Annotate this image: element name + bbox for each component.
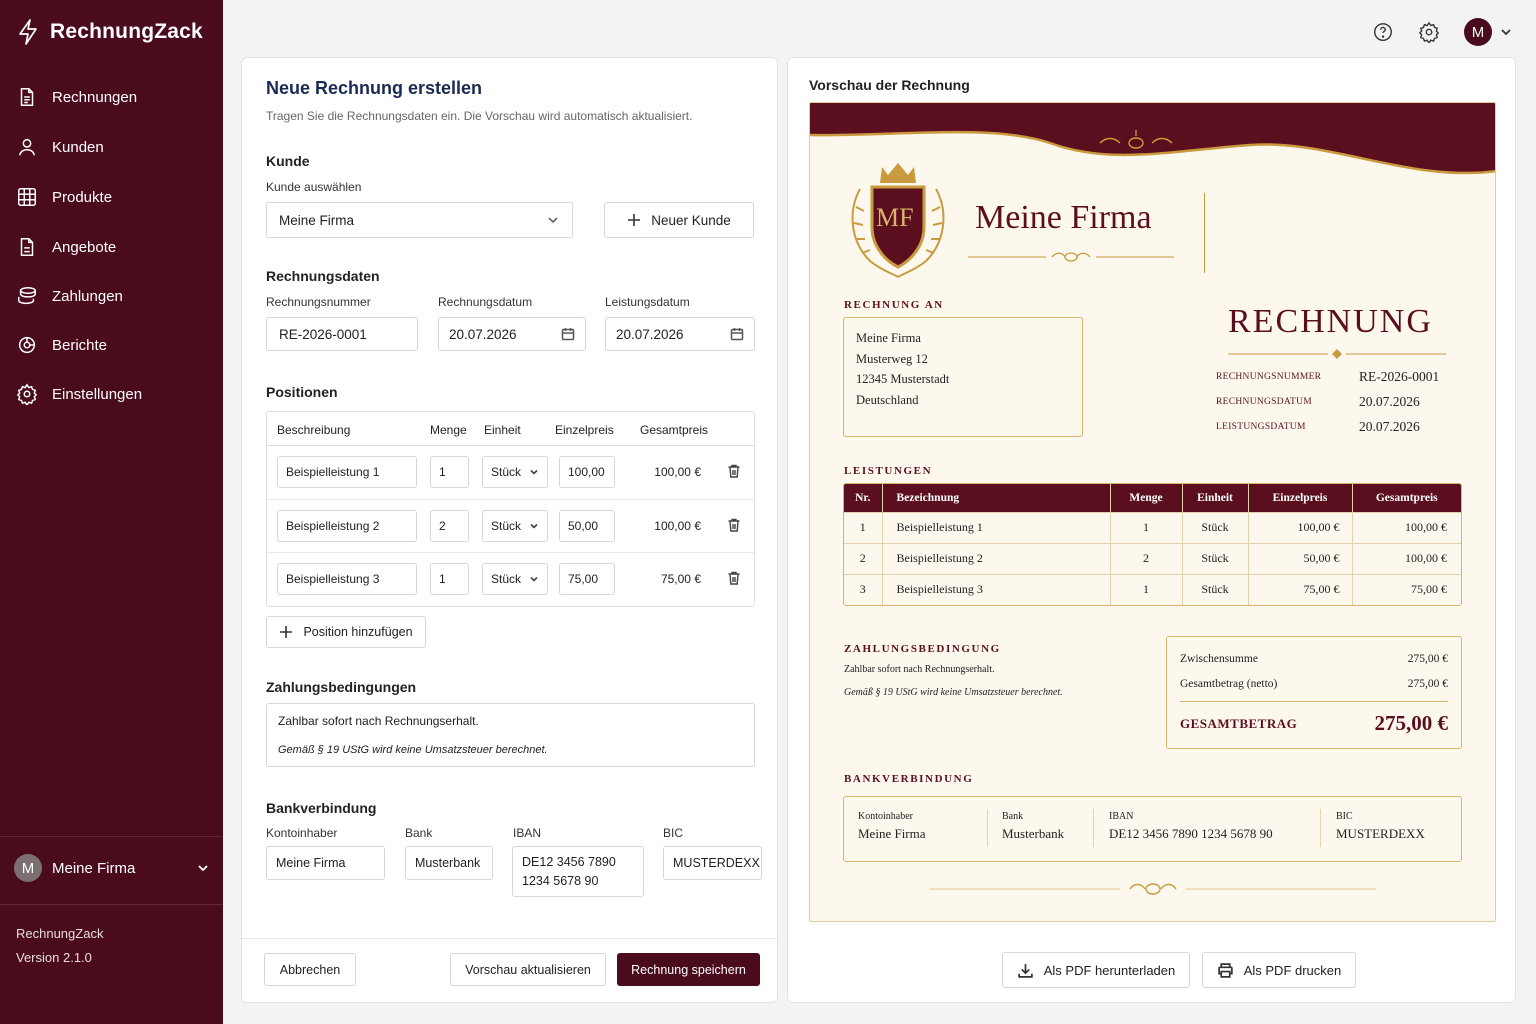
meta-value: 20.07.2026	[1359, 394, 1420, 409]
nav-label: Zahlungen	[52, 287, 123, 305]
service-date-label: Leistungsdatum	[605, 295, 690, 309]
payment-line: Zahlbar sofort nach Rechnungserhalt.	[278, 714, 479, 728]
cell-quantity: 1	[1110, 574, 1182, 605]
invoice-date-value: 20.07.2026	[449, 326, 517, 342]
calendar-icon[interactable]	[561, 327, 575, 341]
section-invoice-data: Rechnungsdaten	[266, 268, 380, 284]
trash-icon[interactable]	[726, 463, 742, 479]
col-header: Gesamtpreis	[1352, 484, 1461, 512]
subtotal-label: Zwischensumme	[1180, 653, 1258, 665]
nav-label: Angebote	[52, 238, 117, 256]
invoice-firm-name: Meine Firma	[975, 199, 1152, 236]
nav-item-kunden[interactable]	[16, 131, 206, 163]
nav-label: Rechnungen	[52, 88, 138, 106]
app-name: RechnungZack	[50, 20, 203, 43]
bank-value: MUSTERDEXX	[1336, 826, 1425, 841]
chevron-down-icon	[529, 467, 539, 477]
flourish-ornament	[930, 879, 1376, 899]
holder-input[interactable]: Meine Firma	[266, 846, 385, 880]
top-toolbar	[1372, 18, 1512, 46]
col-header: Menge	[1110, 484, 1182, 512]
trash-icon[interactable]	[726, 517, 742, 533]
unit-select[interactable]	[482, 456, 548, 488]
bill-to-label: RECHNUNG AN	[844, 299, 944, 311]
bank-col	[1336, 811, 1425, 842]
service-date-value: 20.07.2026	[616, 326, 684, 342]
form-subtitle: Tragen Sie die Rechnungsdaten ein. Die Vorschau wird automatisch aktualisiert.	[266, 109, 693, 123]
download-icon	[1017, 962, 1034, 979]
user-icon	[16, 136, 38, 158]
save-invoice-button[interactable]: Rechnung speichern	[617, 953, 760, 986]
cell-total: 100,00 €	[1352, 512, 1461, 543]
chevron-down-icon	[529, 574, 539, 584]
refresh-preview-button[interactable]: Vorschau aktualisieren	[450, 953, 606, 986]
bank-col	[858, 811, 926, 842]
box-icon	[16, 186, 38, 208]
address-line: Deutschland	[856, 392, 919, 407]
trash-icon[interactable]	[726, 570, 742, 586]
cell-unit: Stück	[1182, 543, 1248, 574]
cell-total: 100,00 €	[1352, 543, 1461, 574]
cell-price: 75,00 €	[1248, 574, 1352, 605]
calendar-icon[interactable]	[730, 327, 744, 341]
col-header: Bezeichnung	[882, 484, 1110, 512]
section-customer: Kunde	[266, 153, 310, 169]
description-input[interactable]: Beispielleistung 3	[277, 563, 417, 595]
bank-key: Kontoinhaber	[858, 811, 913, 822]
download-pdf-label: Als PDF herunterladen	[1043, 962, 1176, 978]
flourish-ornament	[1228, 347, 1446, 361]
row-total: 100,00 €	[654, 519, 701, 533]
divider	[987, 809, 988, 847]
subtotal-row	[1180, 653, 1448, 665]
add-position-label: Position hinzufügen	[303, 625, 413, 639]
lightning-icon	[16, 18, 40, 46]
quantity-input[interactable]: 1	[430, 563, 469, 595]
chart-icon	[16, 334, 38, 356]
iban-label: IBAN	[513, 826, 542, 840]
divider	[0, 836, 223, 837]
cell-quantity: 1	[1110, 512, 1182, 543]
cell-nr: 3	[844, 574, 882, 605]
invoice-paper	[809, 102, 1496, 922]
nav-label: Einstellungen	[52, 385, 143, 403]
customer-label: Kunde auswählen	[266, 180, 362, 194]
new-customer-button[interactable]	[604, 202, 754, 238]
cell-quantity: 2	[1110, 543, 1182, 574]
price-input[interactable]: 50,00	[559, 510, 615, 542]
service-date-input[interactable]	[605, 317, 755, 351]
cell-price: 50,00 €	[1248, 543, 1352, 574]
holder-label: Kontoinhaber	[266, 826, 338, 840]
brand[interactable]	[16, 18, 203, 46]
grand-total-value: 275,00 €	[1374, 711, 1448, 735]
gear-icon	[16, 383, 38, 405]
row-total: 100,00 €	[654, 465, 701, 479]
address-line: Musterweg 12	[856, 351, 928, 366]
footer-app-name: RechnungZack	[16, 926, 104, 941]
document-icon	[16, 236, 38, 258]
row-total: 75,00 €	[660, 572, 701, 586]
file-text-icon	[16, 86, 38, 108]
table-row	[844, 574, 1461, 605]
totals-box	[1166, 636, 1462, 749]
customer-select[interactable]	[266, 202, 573, 238]
meta-value: RE-2026-0001	[1359, 369, 1440, 384]
description-input[interactable]: Beispielleistung 2	[277, 510, 417, 542]
form-title: Neue Rechnung erstellen	[266, 78, 483, 98]
nav-item-angebote[interactable]	[16, 231, 206, 263]
print-pdf-label: Als PDF drucken	[1243, 962, 1342, 978]
divider	[242, 938, 777, 939]
help-icon[interactable]	[1372, 21, 1394, 43]
unit-value: Stück	[491, 519, 522, 533]
divider	[1204, 193, 1205, 273]
price-input[interactable]: 100,00	[559, 456, 615, 488]
nav-label: Produkte	[52, 188, 113, 206]
iban-line: DE12 3456 7890	[522, 854, 616, 869]
bic-label: BIC	[663, 826, 684, 840]
payment-terms-textarea[interactable]	[266, 703, 755, 767]
bank-key: Bank	[1002, 811, 1024, 822]
quantity-input[interactable]: 1	[430, 456, 469, 488]
section-bank: Bankverbindung	[266, 800, 377, 816]
download-pdf-button[interactable]	[1002, 952, 1190, 988]
unit-select[interactable]	[482, 563, 548, 595]
table-row	[267, 552, 754, 605]
customer-select-value: Meine Firma	[279, 212, 355, 228]
table-row	[267, 446, 754, 499]
positions-header	[267, 412, 754, 446]
services-label: LEISTUNGEN	[844, 465, 933, 477]
preview-panel	[787, 57, 1516, 1003]
nav-item-berichte[interactable]	[16, 329, 206, 361]
invoice-heading: RECHNUNG	[1228, 303, 1433, 340]
avatar: M	[14, 854, 42, 882]
invoice-date-input[interactable]	[438, 317, 586, 351]
nav-item-einstellungen[interactable]	[16, 378, 206, 410]
chevron-down-icon[interactable]	[1500, 26, 1512, 38]
invoice-number-value: RE-2026-0001	[279, 326, 367, 342]
quantity-input[interactable]: 2	[430, 510, 469, 542]
cell-unit: Stück	[1182, 512, 1248, 543]
positions-table	[266, 411, 755, 607]
sidebar	[0, 0, 223, 1024]
cell-description: Beispielleistung 1	[882, 512, 1110, 543]
meta-value: 20.07.2026	[1359, 419, 1420, 434]
net-value: 275,00 €	[1407, 678, 1448, 690]
net-row	[1180, 678, 1448, 690]
bank-col	[1002, 811, 1064, 842]
chevron-down-icon	[546, 213, 560, 227]
cell-description: Beispielleistung 3	[882, 574, 1110, 605]
bank-details-label: BANKVERBINDUNG	[844, 773, 974, 785]
meta-key: RECHNUNGSDATUM	[1216, 397, 1313, 407]
grand-total-label: GESAMTBETRAG	[1180, 716, 1298, 731]
invoice-number-label: Rechnungsnummer	[266, 295, 371, 309]
table-row	[267, 499, 754, 552]
flourish-ornament	[968, 247, 1174, 267]
section-payment: Zahlungsbedingungen	[266, 679, 417, 695]
print-pdf-button[interactable]	[1202, 952, 1356, 988]
col-header: Gesamtpreis	[640, 423, 709, 437]
unit-select[interactable]	[482, 510, 548, 542]
cell-description: Beispielleistung 2	[882, 543, 1110, 574]
bank-col	[1109, 811, 1273, 842]
cell-total: 75,00 €	[1352, 574, 1461, 605]
divider	[1093, 809, 1094, 847]
plus-icon	[279, 625, 293, 639]
bank-label: Bank	[405, 826, 433, 840]
bank-key: IBAN	[1109, 811, 1134, 822]
iban-line: 1234 5678 90	[522, 873, 599, 888]
col-header: Nr.	[844, 484, 882, 512]
chevron-down-icon	[529, 521, 539, 531]
add-position-button[interactable]	[266, 616, 426, 648]
price-input[interactable]: 75,00	[559, 563, 615, 595]
bank-value: Meine Firma	[858, 826, 926, 841]
divider	[0, 904, 223, 905]
cancel-button[interactable]: Abbrechen	[264, 953, 356, 986]
col-header: Beschreibung	[277, 423, 351, 437]
new-customer-label: Neuer Kunde	[651, 212, 731, 228]
invoice-items-table	[843, 483, 1462, 606]
nav-label: Berichte	[52, 336, 108, 354]
payment-line: Gemäß § 19 UStG wird keine Umsatzsteuer berechnet.	[844, 687, 1063, 698]
col-header: Einzelpreis	[1248, 484, 1352, 512]
payment-line: Gemäß § 19 UStG wird keine Umsatzsteuer berechnet.	[278, 744, 548, 756]
bic-input[interactable]: MUSTERDEXX	[663, 846, 762, 880]
account-avatar[interactable]: M	[1464, 18, 1492, 46]
payment-terms-label: ZAHLUNGSBEDINGUNG	[844, 643, 1001, 655]
preview-title: Vorschau der Rechnung	[809, 77, 970, 93]
col-header: Menge	[430, 423, 467, 437]
col-header: Einheit	[484, 423, 521, 437]
cell-unit: Stück	[1182, 574, 1248, 605]
coins-icon	[16, 285, 38, 307]
meta-key: RECHNUNGSNUMMER	[1216, 372, 1322, 382]
nav-label: Kunden	[52, 138, 104, 156]
section-positions: Positionen	[266, 384, 338, 400]
col-header: Einzelpreis	[555, 423, 614, 437]
user-name: Meine Firma	[52, 859, 136, 877]
settings-gear-icon[interactable]	[1418, 21, 1440, 43]
description-input[interactable]: Beispielleistung 1	[277, 456, 417, 488]
nav-item-produkte[interactable]	[16, 181, 206, 213]
bank-key: BIC	[1336, 811, 1353, 822]
net-label: Gesamtbetrag (netto)	[1180, 678, 1278, 690]
bank-details-box	[843, 796, 1462, 862]
cell-nr: 1	[844, 512, 882, 543]
address-line: 12345 Musterstadt	[856, 372, 950, 386]
unit-value: Stück	[491, 465, 522, 479]
crest-monogram: MF	[876, 203, 914, 232]
col-header: Einheit	[1182, 484, 1248, 512]
payment-line: Zahlbar sofort nach Rechnungserhalt.	[844, 664, 995, 675]
nav-item-rechnungen[interactable]	[16, 81, 206, 113]
subtotal-value: 275,00 €	[1407, 653, 1448, 665]
meta-key: LEISTUNGSDATUM	[1216, 422, 1306, 432]
user-switcher[interactable]	[14, 852, 210, 884]
bank-value: Musterbank	[1002, 826, 1065, 841]
iban-input[interactable]	[512, 846, 644, 897]
bank-input[interactable]: Musterbank	[405, 846, 493, 880]
footer-version: Version 2.1.0	[16, 950, 92, 965]
bank-value: DE12 3456 7890 1234 5678 90	[1109, 826, 1273, 841]
printer-icon	[1217, 962, 1234, 979]
cell-nr: 2	[844, 543, 882, 574]
invoice-number-input[interactable]	[266, 317, 418, 351]
address-line: Meine Firma	[856, 331, 921, 345]
divider	[1180, 701, 1448, 702]
bill-to-address	[843, 317, 1083, 437]
cell-price: 100,00 €	[1248, 512, 1352, 543]
invoice-form-panel	[241, 57, 778, 1003]
table-row	[844, 543, 1461, 574]
chevron-down-icon	[196, 861, 210, 875]
unit-value: Stück	[491, 572, 522, 586]
divider	[1320, 809, 1321, 847]
table-row	[844, 512, 1461, 543]
invoice-date-label: Rechnungsdatum	[438, 295, 533, 309]
nav-item-zahlungen[interactable]	[16, 280, 206, 312]
plus-icon	[627, 213, 641, 227]
